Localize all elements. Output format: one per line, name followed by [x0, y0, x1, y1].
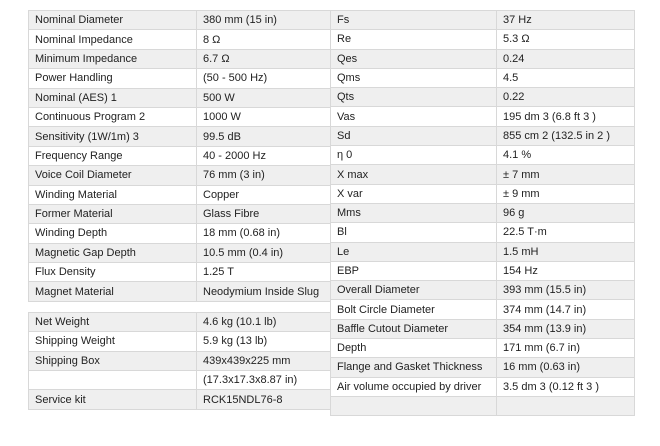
spec-row [331, 88, 635, 107]
section-gap [29, 301, 331, 312]
spec-value: 37 Hz [497, 11, 635, 30]
spec-value: 374 mm (14.7 in) [497, 300, 635, 319]
spec-row [331, 223, 635, 242]
spec-row [29, 88, 331, 107]
spec-name: Baffle Cutout Diameter [331, 319, 497, 338]
spec-name: Shipping Weight [29, 332, 197, 351]
spec-name: Air volume occupied by driver [331, 377, 497, 396]
spec-name: Minimum Impedance [29, 49, 197, 68]
spec-value: 76 mm (3 in) [197, 166, 331, 185]
spec-value: 18 mm (0.68 in) [197, 224, 331, 243]
spec-name: Qes [331, 49, 497, 68]
spec-value: 171 mm (6.7 in) [497, 339, 635, 358]
spec-row [29, 11, 331, 30]
spec-name: η 0 [331, 146, 497, 165]
spec-value: 5.3 Ω [497, 30, 635, 49]
spec-name: Sensitivity (1W/1m) 3 [29, 127, 197, 146]
spec-value: 10.5 mm (0.4 in) [197, 243, 331, 262]
spec-name: Flux Density [29, 263, 197, 282]
spec-row [331, 396, 635, 415]
spec-name: Voice Coil Diameter [29, 166, 197, 185]
spec-row [331, 281, 635, 300]
spec-value: Neodymium Inside Slug [197, 282, 331, 301]
spec-value: 96 g [497, 203, 635, 222]
spec-name: Shipping Box [29, 351, 197, 370]
spec-value: 6.7 Ω [197, 49, 331, 68]
right-spec-table [330, 10, 635, 416]
spec-name: Sd [331, 126, 497, 145]
spec-row [331, 242, 635, 261]
spec-value: ± 9 mm [497, 184, 635, 203]
spec-row [331, 184, 635, 203]
spec-value: 380 mm (15 in) [197, 11, 331, 30]
spec-value: 0.22 [497, 88, 635, 107]
spec-name: Nominal (AES) 1 [29, 88, 197, 107]
spec-value: 393 mm (15.5 in) [497, 281, 635, 300]
spec-value: Glass Fibre [197, 204, 331, 223]
spec-value: 4.6 kg (10.1 lb) [197, 312, 331, 331]
spec-row [331, 146, 635, 165]
spec-value: 500 W [197, 88, 331, 107]
spec-value: 154 Hz [497, 261, 635, 280]
spec-value: 1000 W [197, 107, 331, 126]
spec-row [331, 165, 635, 184]
spec-row [331, 358, 635, 377]
spec-name: Mms [331, 203, 497, 222]
spec-row [29, 243, 331, 262]
spec-name: Winding Material [29, 185, 197, 204]
spec-name: X var [331, 184, 497, 203]
spec-value: 4.1 % [497, 146, 635, 165]
spec-name: Qms [331, 68, 497, 87]
spec-value: 354 mm (13.9 in) [497, 319, 635, 338]
spec-name: Winding Depth [29, 224, 197, 243]
spec-name: Overall Diameter [331, 281, 497, 300]
left-spec-table [28, 10, 331, 410]
spec-row [29, 312, 331, 331]
spec-value: RCK15NDL76-8 [197, 390, 331, 409]
spec-row [29, 263, 331, 282]
spec-row [29, 332, 331, 351]
spec-value: 0.24 [497, 49, 635, 68]
spec-row [331, 300, 635, 319]
spec-row [331, 30, 635, 49]
spec-value: 99.5 dB [197, 127, 331, 146]
spec-row [331, 107, 635, 126]
spec-name: Depth [331, 339, 497, 358]
spec-name: EBP [331, 261, 497, 280]
gap-cell [29, 301, 197, 312]
spec-value: 1.5 mH [497, 242, 635, 261]
spec-value: 16 mm (0.63 in) [497, 358, 635, 377]
spec-name: Frequency Range [29, 146, 197, 165]
spec-name [29, 371, 197, 390]
spec-row [331, 261, 635, 280]
spec-name: Qts [331, 88, 497, 107]
spec-row [331, 68, 635, 87]
spec-row [29, 185, 331, 204]
spec-name: Service kit [29, 390, 197, 409]
spec-row [29, 127, 331, 146]
spec-name: Nominal Diameter [29, 11, 197, 30]
spec-row [29, 351, 331, 370]
spec-row [29, 146, 331, 165]
spec-value: 4.5 [497, 68, 635, 87]
spec-row [331, 339, 635, 358]
spec-value: 1.25 T [197, 263, 331, 282]
spec-row [331, 203, 635, 222]
spec-row [331, 11, 635, 30]
spec-name: Re [331, 30, 497, 49]
spec-value: 855 cm 2 (132.5 in 2 ) [497, 126, 635, 145]
spec-row [29, 224, 331, 243]
spec-value: (17.3x17.3x8.87 in) [197, 371, 331, 390]
spec-value: 40 - 2000 Hz [197, 146, 331, 165]
gap-cell [197, 301, 331, 312]
spec-row [331, 319, 635, 338]
spec-value: (50 - 500 Hz) [197, 69, 331, 88]
spec-row [29, 49, 331, 68]
spec-name: Flange and Gasket Thickness [331, 358, 497, 377]
spec-name: Fs [331, 11, 497, 30]
spec-name: Net Weight [29, 312, 197, 331]
spec-name: Magnetic Gap Depth [29, 243, 197, 262]
spec-row [29, 30, 331, 49]
spec-row [331, 49, 635, 68]
spec-name: Former Material [29, 204, 197, 223]
spec-row [29, 371, 331, 390]
spec-name: Le [331, 242, 497, 261]
spec-name [331, 396, 497, 415]
spec-row [29, 107, 331, 126]
spec-row [331, 126, 635, 145]
spec-name: X max [331, 165, 497, 184]
spec-value: 8 Ω [197, 30, 331, 49]
spec-name: Bl [331, 223, 497, 242]
spec-value: ± 7 mm [497, 165, 635, 184]
spec-name: Vas [331, 107, 497, 126]
spec-row [331, 377, 635, 396]
spec-value: 3.5 dm 3 (0.12 ft 3 ) [497, 377, 635, 396]
spec-value: 22.5 T·m [497, 223, 635, 242]
spec-value: 5.9 kg (13 lb) [197, 332, 331, 351]
spec-value: Copper [197, 185, 331, 204]
spec-value: 195 dm 3 (6.8 ft 3 ) [497, 107, 635, 126]
spec-name: Continuous Program 2 [29, 107, 197, 126]
spec-row [29, 166, 331, 185]
spec-name: Power Handling [29, 69, 197, 88]
spec-name: Nominal Impedance [29, 30, 197, 49]
spec-row [29, 69, 331, 88]
spec-name: Magnet Material [29, 282, 197, 301]
spec-value: 439x439x225 mm [197, 351, 331, 370]
spec-row [29, 390, 331, 409]
spec-value [497, 396, 635, 415]
spec-name: Bolt Circle Diameter [331, 300, 497, 319]
spec-row [29, 204, 331, 223]
spec-row [29, 282, 331, 301]
